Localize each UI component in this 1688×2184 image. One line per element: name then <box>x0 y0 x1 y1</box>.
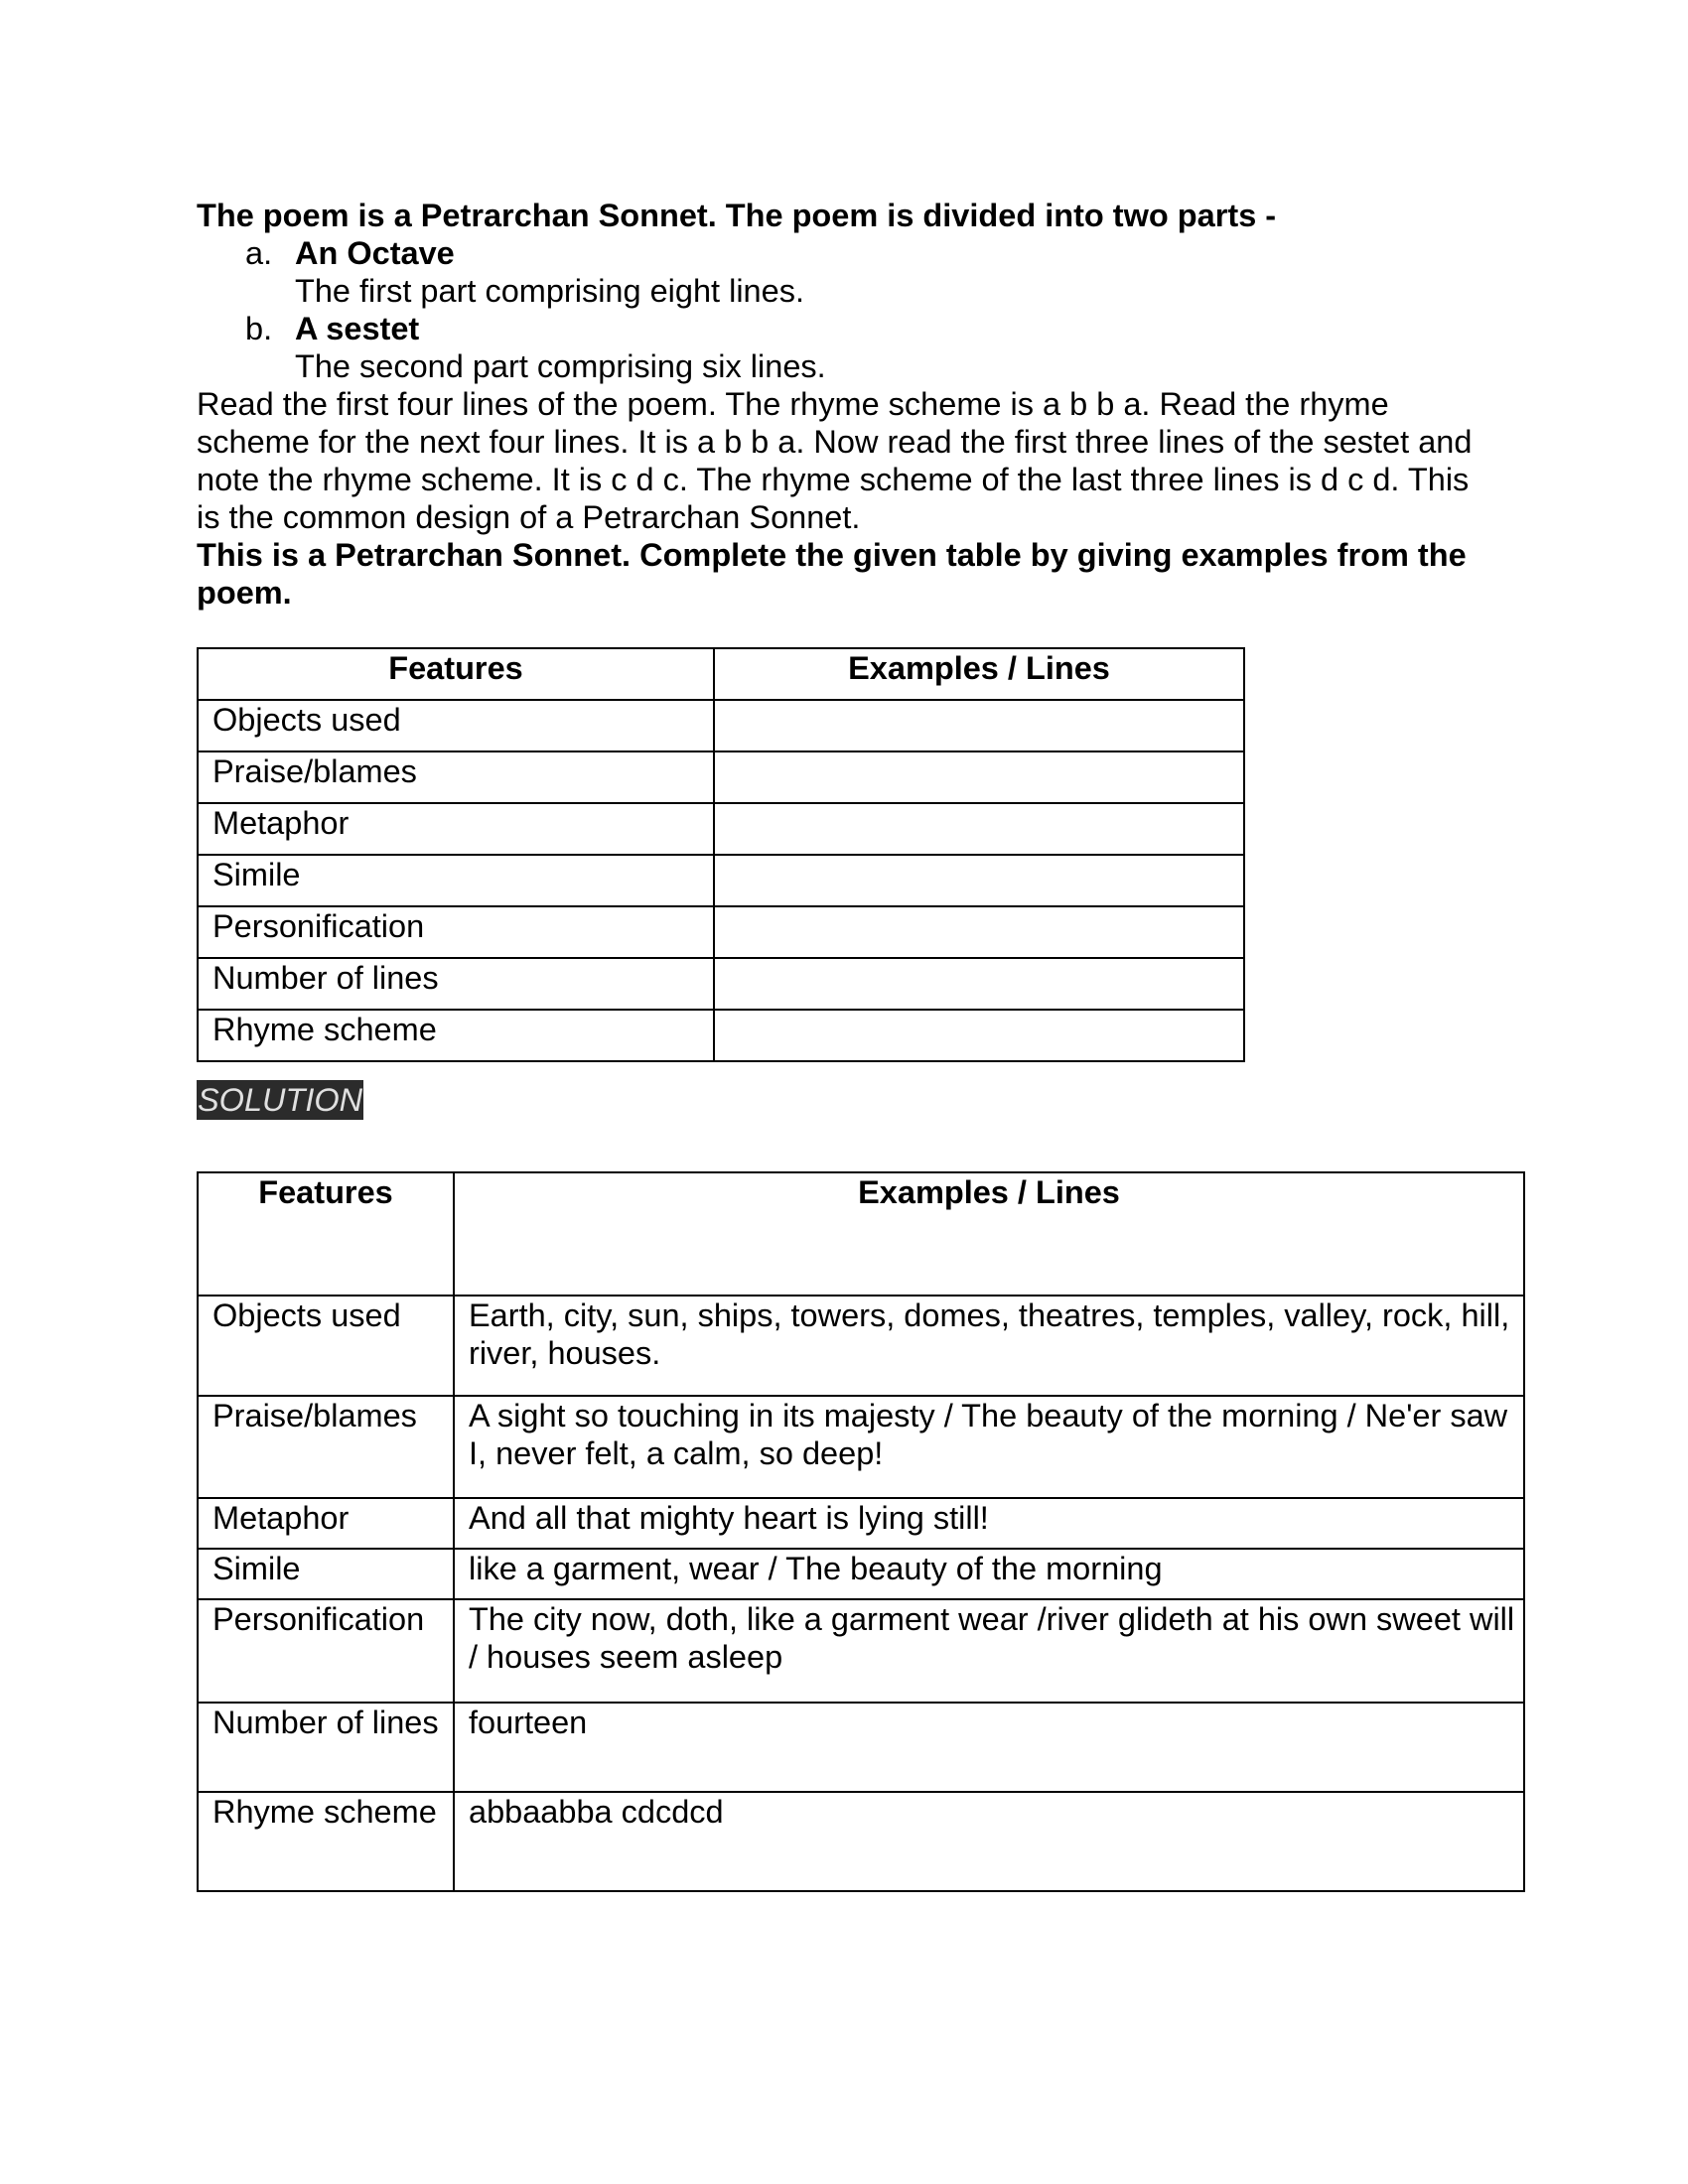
list-item <box>197 234 1527 310</box>
table-header-row <box>198 1172 1524 1296</box>
example-cell: abbaabba cdcdcd <box>454 1792 1524 1891</box>
table-row <box>198 1010 1244 1061</box>
table-row <box>198 751 1244 803</box>
feature-cell: Rhyme scheme <box>198 1792 454 1891</box>
feature-cell: Objects used <box>198 700 714 751</box>
example-cell: A sight so touching in its majesty / The beauty of the morning / Ne'er saw I, never felt, a calm, so deep! <box>454 1396 1524 1498</box>
feature-cell: Number of lines <box>198 1703 454 1792</box>
list-marker: b. <box>245 311 273 346</box>
example-cell-empty[interactable] <box>714 700 1244 751</box>
list-item <box>197 310 1527 385</box>
table-row <box>198 855 1244 906</box>
feature-cell: Personification <box>198 1599 454 1703</box>
example-cell: The city now, doth, like a garment wear /river glideth at his own sweet will / houses seem asleep <box>454 1599 1524 1703</box>
solution-features-table <box>197 1171 1525 1892</box>
table-row <box>198 700 1244 751</box>
feature-cell: Praise/blames <box>198 751 714 803</box>
feature-cell: Metaphor <box>198 803 714 855</box>
part-description: The second part comprising six lines. <box>295 348 826 384</box>
feature-cell: Praise/blames <box>198 1396 454 1498</box>
table-row <box>198 1498 1524 1549</box>
instruction-text: This is a Petrarchan Sonnet. Complete the given table by giving examples from the poem. <box>197 537 1467 611</box>
example-cell-empty[interactable] <box>714 751 1244 803</box>
example-cell-empty[interactable] <box>714 1010 1244 1061</box>
document-page <box>197 197 1527 1830</box>
column-header-examples: Examples / Lines <box>454 1172 1524 1296</box>
example-cell: Earth, city, sun, ships, towers, domes, theatres, temples, valley, rock, hill, river, houses. <box>454 1296 1524 1396</box>
explanation-paragraph: Read the first four lines of the poem. The rhyme scheme is a b b a. Read the rhyme scheme for the next four lines. It is a b b a. Now read the first three lines of the sestet and note the rhyme scheme. It is c d c. The rhyme scheme of the last three lines is d c d. This is the common design of a Petrarchan Sonnet. <box>197 386 1473 535</box>
example-cell-empty[interactable] <box>714 803 1244 855</box>
table-row <box>198 1549 1524 1599</box>
example-cell-empty[interactable] <box>714 958 1244 1010</box>
parts-list <box>197 234 1527 385</box>
example-cell-empty[interactable] <box>714 855 1244 906</box>
column-header-features: Features <box>198 1172 454 1296</box>
feature-cell: Simile <box>198 855 714 906</box>
example-cell: And all that mighty heart is lying still! <box>454 1498 1524 1549</box>
table-row <box>198 958 1244 1010</box>
blank-features-table <box>197 647 1245 1062</box>
part-title: An Octave <box>295 235 455 271</box>
intro-heading: The poem is a Petrarchan Sonnet. The poem is divided into two parts - <box>197 198 1277 233</box>
feature-cell: Number of lines <box>198 958 714 1010</box>
feature-cell: Metaphor <box>198 1498 454 1549</box>
column-header-examples: Examples / Lines <box>714 648 1244 700</box>
feature-cell: Simile <box>198 1549 454 1599</box>
feature-cell: Rhyme scheme <box>198 1010 714 1061</box>
table-row <box>198 1396 1524 1498</box>
example-cell: fourteen <box>454 1703 1524 1792</box>
column-header-features: Features <box>198 648 714 700</box>
example-cell: like a garment, wear / The beauty of the morning <box>454 1549 1524 1599</box>
table-row <box>198 803 1244 855</box>
table-row <box>198 906 1244 958</box>
solution-label: SOLUTION <box>198 1082 363 1118</box>
list-marker: a. <box>245 235 273 271</box>
feature-cell: Personification <box>198 906 714 958</box>
table-row <box>198 1703 1524 1792</box>
table-header-row <box>198 648 1244 700</box>
feature-cell: Objects used <box>198 1296 454 1396</box>
table-row <box>198 1296 1524 1396</box>
part-title: A sestet <box>295 311 420 346</box>
part-description: The first part comprising eight lines. <box>295 273 804 309</box>
table-row <box>198 1792 1524 1891</box>
example-cell-empty[interactable] <box>714 906 1244 958</box>
table-row <box>198 1599 1524 1703</box>
